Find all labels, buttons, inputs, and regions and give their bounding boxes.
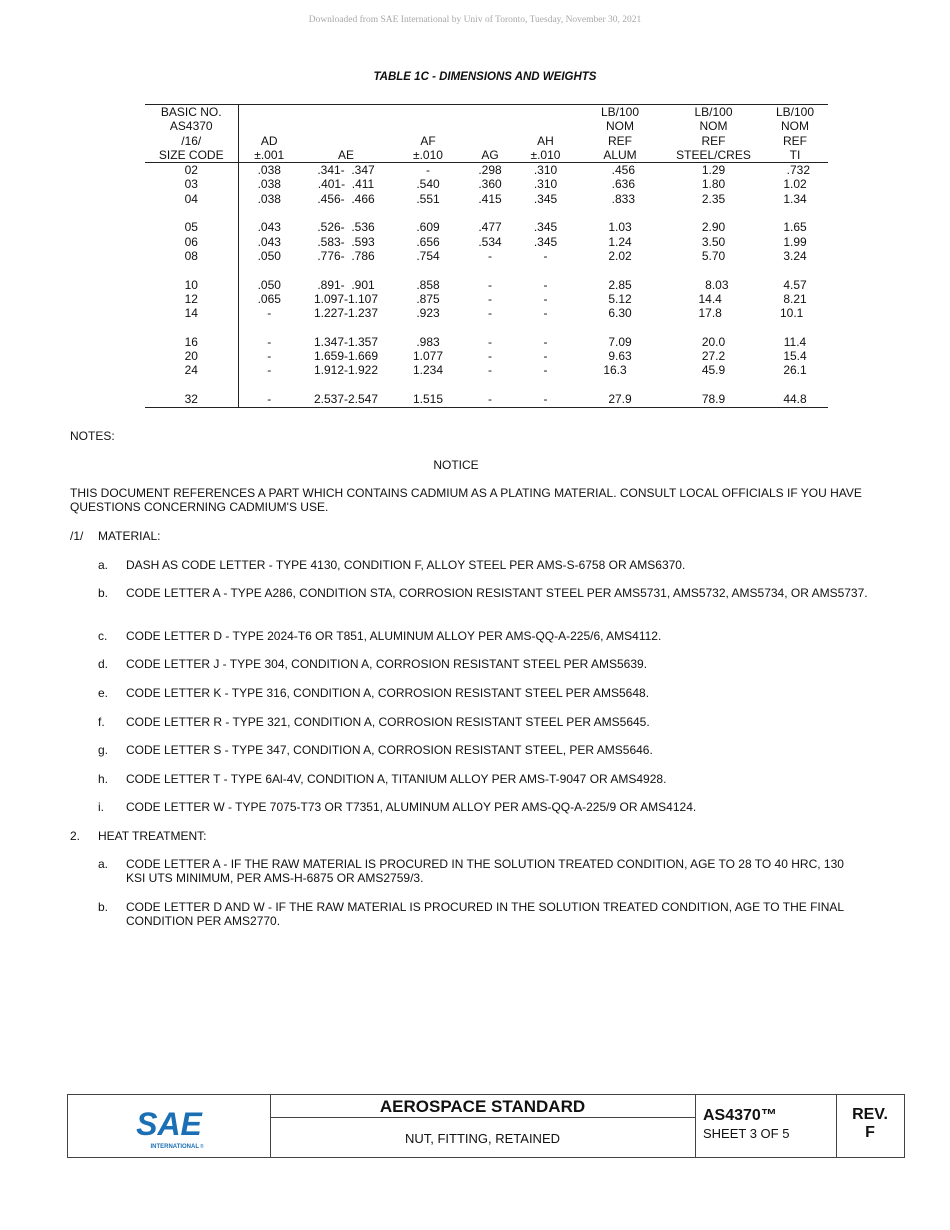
cell-ae: .776- .786 <box>317 248 375 263</box>
cell-lb-alum: 6.30 <box>608 306 632 321</box>
spacer-cell <box>762 378 828 392</box>
header-af-line: AF <box>420 133 436 148</box>
cell-lb-steel: 2.90 <box>701 220 726 235</box>
header-basic-line: SIZE CODE <box>158 147 224 162</box>
material-item: CODE LETTER W - TYPE 7075-T73 OR T7351, ALUMINUM ALLOY PER AMS-QQ-A-225/9 OR AMS4124. <box>126 800 697 814</box>
logo-cell <box>68 1095 271 1157</box>
header-ti-line: LB/100 <box>775 105 815 119</box>
spacer-cell <box>238 320 300 334</box>
dimensions-table <box>145 104 828 408</box>
spacer-cell <box>665 378 762 392</box>
spacer-cell <box>762 206 828 220</box>
spacer-cell <box>575 206 665 220</box>
cell-af: .551 <box>416 191 440 206</box>
table-row <box>145 306 828 320</box>
cell-ad: - <box>238 392 300 408</box>
heat-item: CODE LETTER D AND W - IF THE RAW MATERIAL IS PROCURED IN THE SOLUTION TREATED CONDITION, AGE TO THE FINAL CONDITION PER AMS2770. <box>126 900 844 928</box>
cell-lb-ti: .732 <box>779 163 811 178</box>
cell-lb-ti: 4.57 <box>783 277 807 292</box>
cell-ad: .065 <box>238 292 300 306</box>
table-title: TABLE 1C - DIMENSIONS AND WEIGHTS <box>373 71 597 83</box>
spacer-cell <box>145 320 238 334</box>
spacer-cell <box>300 378 392 392</box>
sae-logo <box>68 1095 270 1157</box>
header-af <box>392 105 464 163</box>
cell-ad: - <box>238 306 300 320</box>
cell-lb-steel: 1.29 <box>701 163 726 178</box>
cell-ae: .526- .536 <box>317 220 375 235</box>
cell-lb-ti: 1.65 <box>783 220 807 235</box>
material-letter: b. <box>98 586 109 600</box>
cell-lb-steel: 8.03 <box>698 277 729 292</box>
cell-size-code: 16 <box>184 334 198 349</box>
group-spacer <box>145 263 828 277</box>
cell-lb-steel: 5.70 <box>701 248 726 263</box>
cell-ae: 1.347-1.357 <box>313 334 379 349</box>
header-alum-line: REF <box>608 133 632 148</box>
cell-lb-alum: 16.3 <box>603 363 637 378</box>
spacer-cell <box>392 263 464 277</box>
table-row <box>145 363 828 377</box>
heat-title: HEAT TREATMENT: <box>98 829 207 843</box>
spacer-cell <box>238 378 300 392</box>
material-item: DASH AS CODE LETTER - TYPE 4130, CONDITION F, ALLOY STEEL PER AMS-S-6758 OR AMS6370. <box>126 558 686 572</box>
header-ti <box>762 105 828 163</box>
header-ae-line: AE <box>337 147 354 162</box>
cell-ad: - <box>238 349 300 363</box>
spacer-cell <box>516 263 575 277</box>
spacer-cell <box>392 206 464 220</box>
cell-af: .656 <box>416 234 440 249</box>
material-item: CODE LETTER R - TYPE 321, CONDITION A, CORROSION RESISTANT STEEL PER AMS5645. <box>126 715 650 729</box>
header-ag <box>464 105 516 163</box>
part-name: NUT, FITTING, RETAINED <box>404 1131 561 1146</box>
cell-af: 1.234 <box>412 363 444 378</box>
header-ad-line: AD <box>260 133 278 148</box>
cell-af: .923 <box>416 306 440 321</box>
spacer-cell <box>464 263 516 277</box>
cell-lb-steel: 14.4 <box>698 291 729 306</box>
material-letter: i. <box>98 800 104 814</box>
cell-size-code: 24 <box>184 363 198 378</box>
material-letter: d. <box>98 657 109 671</box>
doc-number-cell <box>695 1095 837 1157</box>
cell-af: .609 <box>416 220 440 235</box>
group-spacer <box>145 206 828 220</box>
header-ae <box>300 105 392 163</box>
doc-number: AS4370™ <box>703 1107 777 1124</box>
heat-number: 2. <box>70 829 81 843</box>
cell-lb-alum: 7.09 <box>608 334 632 349</box>
spacer-cell <box>665 206 762 220</box>
notice-text: THIS DOCUMENT REFERENCES A PART WHICH CONTAINS CADMIUM AS A PLATING MATERIAL. CONSULT LOCAL OFFICIALS IF YOU HAVE QUESTIONS CONCERNING CADMIUM'S USE. <box>70 486 862 514</box>
cell-ae: 1.912-1.922 <box>313 363 379 378</box>
cell-lb-ti: 15.4 <box>783 349 807 364</box>
material-letter: g. <box>98 743 109 757</box>
group-spacer <box>145 320 828 334</box>
cell-lb-alum: 9.63 <box>608 349 632 364</box>
cell-ah: - <box>543 248 548 263</box>
cell-ah: - <box>543 334 548 349</box>
title-cell <box>270 1095 696 1157</box>
cell-ag: .477 <box>478 220 502 235</box>
header-ag-line: AG <box>481 147 499 162</box>
cell-af: 1.077 <box>412 349 444 364</box>
sae-logo-subtext: INTERNATIONAL <box>150 1144 199 1150</box>
table-row <box>145 392 828 408</box>
spacer-cell <box>392 378 464 392</box>
cell-size-code: 05 <box>184 220 198 235</box>
cell-ae: 1.097-1.107 <box>313 291 379 306</box>
cell-lb-steel: 20.0 <box>701 334 726 349</box>
sae-logo-text: SAE <box>136 1106 202 1142</box>
cell-lb-steel: 78.9 <box>665 392 762 408</box>
cell-lb-ti: 8.21 <box>783 291 807 306</box>
header-alum-line: ALUM <box>603 147 637 162</box>
cell-ah: - <box>543 277 548 292</box>
cell-ae: .583- .593 <box>317 234 375 249</box>
cell-lb-steel: 2.35 <box>701 191 726 206</box>
cell-lb-steel: 45.9 <box>701 363 726 378</box>
header-steel-line: LB/100 <box>694 105 733 119</box>
cell-ag: - <box>488 277 492 292</box>
cell-size-code: 06 <box>184 234 198 249</box>
cell-lb-ti: 44.8 <box>762 392 828 408</box>
spacer-cell <box>145 263 238 277</box>
cell-af: .983 <box>416 334 440 349</box>
cell-ah: .345 <box>533 191 558 206</box>
cell-ag: .360 <box>478 177 502 192</box>
header-ti-line: NOM <box>781 119 809 134</box>
cell-size-code: 32 <box>145 392 238 408</box>
spacer-cell <box>575 378 665 392</box>
material-letter: h. <box>98 772 109 786</box>
sheet-number: SHEET 3 OF 5 <box>703 1126 790 1141</box>
rev-value: F <box>865 1124 875 1141</box>
cell-af: 1.515 <box>392 392 464 408</box>
rev-label: REV. <box>852 1106 888 1123</box>
header-ah <box>516 105 575 163</box>
header-alum <box>575 105 665 163</box>
download-watermark: Downloaded from SAE International by Univ of Toronto, Tuesday, November 30, 2021 <box>308 15 642 25</box>
cell-ag: - <box>488 306 492 321</box>
spacer-cell <box>516 206 575 220</box>
cell-ag: - <box>488 349 492 364</box>
cell-size-code: 20 <box>184 349 198 364</box>
cell-ad: - <box>238 335 300 349</box>
cell-ae: .401- .411 <box>317 177 375 192</box>
spacer-cell <box>300 263 392 277</box>
notes-heading: NOTES: <box>70 429 115 443</box>
cell-ag: .415 <box>478 191 502 206</box>
cell-ag: - <box>464 392 516 408</box>
material-number: /1/ <box>70 529 84 543</box>
header-steel-line: STEEL/CRES <box>676 147 751 162</box>
cell-lb-alum: 27.9 <box>575 392 665 408</box>
cell-ad: .038 <box>238 192 300 206</box>
cell-size-code: 02 <box>184 163 198 178</box>
table-row <box>145 192 828 206</box>
material-item: CODE LETTER A - TYPE A286, CONDITION STA, CORROSION RESISTANT STEEL PER AMS5731, AMS5732, AMS5734, OR AMS5737. <box>126 586 868 600</box>
cell-ag: - <box>488 363 492 378</box>
cell-lb-ti: 1.02 <box>783 177 807 192</box>
cell-ag: - <box>488 334 492 349</box>
cell-size-code: 03 <box>184 177 198 192</box>
header-ah-line: AH <box>537 133 554 148</box>
cell-lb-steel: 1.80 <box>701 177 726 192</box>
spacer-cell <box>516 320 575 334</box>
material-letter: c. <box>98 629 108 643</box>
spacer-cell <box>464 320 516 334</box>
title-block <box>67 1094 905 1158</box>
material-item: CODE LETTER S - TYPE 347, CONDITION A, CORROSION RESISTANT STEEL, PER AMS5646. <box>126 743 653 757</box>
header-basic-line: BASIC NO. <box>160 105 222 119</box>
header-ad-line: ±.001 <box>254 147 285 162</box>
cell-ag: - <box>488 291 492 306</box>
table-body <box>145 163 828 408</box>
cell-size-code: 10 <box>184 277 198 292</box>
header-ah-line: ±.010 <box>530 147 561 162</box>
header-ti-line: REF <box>783 133 807 148</box>
table-row <box>145 177 828 191</box>
cell-lb-ti: 3.24 <box>783 248 807 263</box>
cell-lb-alum: .636 <box>604 177 636 192</box>
material-item: CODE LETTER K - TYPE 316, CONDITION A, CORROSION RESISTANT STEEL PER AMS5648. <box>126 686 650 700</box>
standard-title: AEROSPACE STANDARD <box>270 1095 695 1118</box>
spacer-cell <box>392 320 464 334</box>
spacer-cell <box>762 320 828 334</box>
spacer-cell <box>762 263 828 277</box>
cell-ae: 1.659-1.669 <box>313 349 379 364</box>
cell-lb-steel: 17.8 <box>698 306 729 321</box>
revision-cell <box>836 1095 904 1157</box>
cell-lb-ti: 10.1 <box>779 306 811 321</box>
cell-lb-ti: 26.1 <box>783 363 807 378</box>
header-alum-line: NOM <box>606 119 634 134</box>
cell-lb-alum: 2.02 <box>608 248 632 263</box>
header-af-line: ±.010 <box>413 147 443 162</box>
table-row <box>145 220 828 234</box>
cell-lb-steel: 27.2 <box>701 349 726 364</box>
cell-ag: .298 <box>478 163 502 178</box>
cell-ah: - <box>543 349 548 364</box>
cell-lb-ti: 11.4 <box>783 334 807 349</box>
material-item: CODE LETTER J - TYPE 304, CONDITION A, CORROSION RESISTANT STEEL PER AMS5639. <box>126 657 648 671</box>
cell-lb-ti: 1.34 <box>783 191 807 206</box>
cell-af: .858 <box>416 277 440 292</box>
material-letter: e. <box>98 686 109 700</box>
cell-ah: - <box>543 306 548 321</box>
cell-size-code: 12 <box>184 291 198 306</box>
header-steel-line: NOM <box>699 119 728 134</box>
table-header-row <box>145 105 828 163</box>
cell-ad: - <box>238 363 300 377</box>
spacer-cell <box>145 378 238 392</box>
cell-size-code: 14 <box>184 306 198 321</box>
spacer-cell <box>464 378 516 392</box>
cell-ah: - <box>543 291 548 306</box>
cell-ah: - <box>543 363 548 378</box>
cell-lb-ti: 1.99 <box>783 234 807 249</box>
spacer-cell <box>516 378 575 392</box>
cell-lb-alum: 1.03 <box>608 220 632 235</box>
header-alum-line: LB/100 <box>600 105 640 119</box>
spacer-cell <box>145 206 238 220</box>
cell-af: .875 <box>416 291 440 306</box>
cell-af: - <box>426 163 430 178</box>
cell-ah: .310 <box>533 163 558 178</box>
spacer-cell <box>665 320 762 334</box>
table-row <box>145 249 828 263</box>
cell-lb-alum: 1.24 <box>608 234 632 249</box>
cell-ae: 2.537-2.547 <box>300 392 392 408</box>
header-basic-no <box>145 105 238 163</box>
cell-ad: .038 <box>238 163 300 178</box>
cell-ad: .038 <box>238 177 300 191</box>
cell-size-code: 08 <box>184 248 198 263</box>
spacer-cell <box>575 320 665 334</box>
spacer-cell <box>575 263 665 277</box>
cell-ae: .456- .466 <box>317 191 375 206</box>
header-basic-line: /16/ <box>181 133 202 148</box>
cell-ah: .345 <box>533 220 558 235</box>
spacer-cell <box>300 320 392 334</box>
heat-letter: b. <box>98 900 109 914</box>
cell-ae: .341- .347 <box>317 163 375 178</box>
table-row <box>145 278 828 292</box>
header-ti-line: TI <box>789 147 801 162</box>
cell-lb-alum: 5.12 <box>608 291 632 306</box>
cell-ad: .043 <box>238 235 300 249</box>
cell-af: .754 <box>416 248 440 263</box>
cell-ag: .534 <box>478 234 502 249</box>
material-title: MATERIAL: <box>98 529 161 543</box>
table-row <box>145 292 828 306</box>
header-steel-line: REF <box>701 133 726 148</box>
table-row <box>145 349 828 363</box>
cell-ae: .891- .901 <box>317 277 375 292</box>
notice-title: NOTICE <box>433 458 479 472</box>
spacer-cell <box>238 263 300 277</box>
heat-item: CODE LETTER A - IF THE RAW MATERIAL IS PROCURED IN THE SOLUTION TREATED CONDITION, AGE TO 28 TO 40 HRC, 130 KSI UTS MINIMUM, PER AMS-H-6875 OR AMS2759/3. <box>126 857 844 885</box>
cell-ag: - <box>488 248 492 263</box>
table-row <box>145 235 828 249</box>
cell-lb-alum: .456 <box>604 163 636 178</box>
material-item: CODE LETTER T - TYPE 6Al-4V, CONDITION A, TITANIUM ALLOY PER AMS-T-9047 OR AMS4928. <box>126 772 667 786</box>
cell-ae: 1.227-1.237 <box>313 306 379 321</box>
material-item: CODE LETTER D - TYPE 2024-T6 OR T851, ALUMINUM ALLOY PER AMS-QQ-A-225/6, AMS4112. <box>126 629 662 643</box>
cell-ah: .345 <box>533 234 558 249</box>
cell-ah: - <box>516 392 575 408</box>
registered-mark-icon: ® <box>200 1144 204 1150</box>
header-steel <box>665 105 762 163</box>
material-letter: f. <box>98 715 105 729</box>
cell-lb-steel: 3.50 <box>701 234 726 249</box>
header-basic-line: AS4370 <box>169 119 213 134</box>
cell-ad: .043 <box>238 220 300 234</box>
material-letter: a. <box>98 558 109 572</box>
header-ad <box>238 105 300 163</box>
spacer-cell <box>464 206 516 220</box>
cell-size-code: 04 <box>184 191 198 206</box>
cell-ah: .310 <box>533 177 558 192</box>
heat-letter: a. <box>98 857 109 871</box>
spacer-cell <box>238 206 300 220</box>
cell-lb-alum: 2.85 <box>608 277 632 292</box>
cell-ad: .050 <box>238 278 300 292</box>
cell-af: .540 <box>416 177 440 192</box>
group-spacer <box>145 378 828 392</box>
cell-lb-alum: .833 <box>604 191 636 206</box>
spacer-cell <box>300 206 392 220</box>
table-row <box>145 163 828 178</box>
cell-ad: .050 <box>238 249 300 263</box>
table-row <box>145 335 828 349</box>
spacer-cell <box>665 263 762 277</box>
